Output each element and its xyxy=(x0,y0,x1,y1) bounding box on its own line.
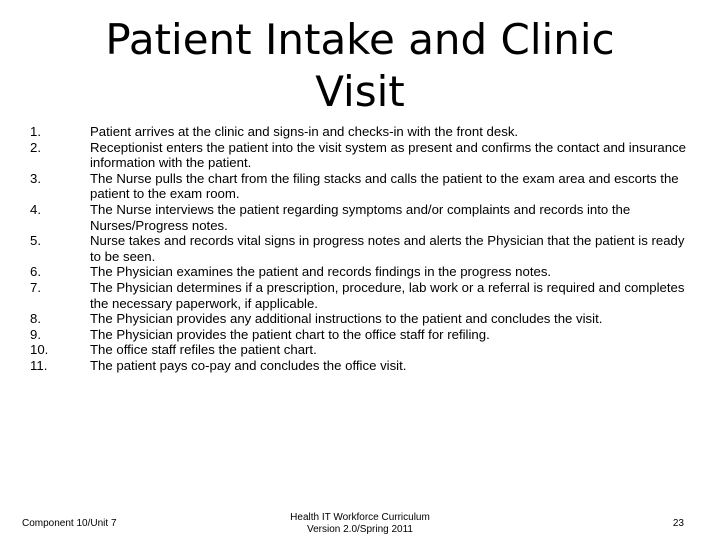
slide-title-line-2: Visit xyxy=(315,67,405,116)
footer-curriculum-line-1: Health IT Workforce Curriculum xyxy=(290,512,430,523)
list-item xyxy=(22,264,690,280)
steps-list xyxy=(22,124,690,374)
list-item xyxy=(22,327,690,343)
step-text: The Physician provides the patient chart to the office staff for refiling. xyxy=(90,326,490,342)
footer-curriculum-line-2: Version 2.0/Spring 2011 xyxy=(306,524,413,535)
list-item xyxy=(22,280,690,311)
step-number: 10. xyxy=(30,342,49,358)
step-text: Nurse takes and records vital signs in progress notes and alerts the Physician that the patient is ready to be seen. xyxy=(90,233,685,264)
step-text: Patient arrives at the clinic and signs-in and checks-in with the front desk. xyxy=(90,124,519,139)
step-text: The office staff refiles the patient chart. xyxy=(90,342,317,358)
step-number: 5. xyxy=(30,233,41,249)
footer-curriculum xyxy=(240,512,480,536)
step-number: 2. xyxy=(30,139,41,155)
list-item xyxy=(22,233,690,264)
step-text: Receptionist enters the patient into the visit system as present and confirms the contact and insurance information with the patient. xyxy=(90,139,686,171)
step-text: The Physician determines if a prescription, procedure, lab work or a referral is required and completes the necessary paperwork, if applicable. xyxy=(90,279,685,311)
step-text: The patient pays co-pay and concludes the office visit. xyxy=(90,357,407,373)
step-number: 8. xyxy=(30,311,41,327)
step-number: 4. xyxy=(30,201,41,217)
list-item xyxy=(22,171,690,202)
step-number: 6. xyxy=(30,264,41,280)
list-item xyxy=(22,202,690,233)
list-item xyxy=(22,311,690,327)
step-number: 1. xyxy=(30,124,41,139)
list-item xyxy=(22,140,690,171)
step-text: The Nurse pulls the chart from the filing stacks and calls the patient to the exam area and escorts the patient to the exam room. xyxy=(90,170,679,202)
list-item xyxy=(22,358,690,374)
list-item xyxy=(22,124,690,140)
step-text: The Physician examines the patient and records findings in the progress notes. xyxy=(90,264,552,280)
list-item xyxy=(22,342,690,358)
slide-title-line-1: Patient Intake and Clinic xyxy=(105,15,615,64)
step-number: 7. xyxy=(30,279,41,295)
page-number: 23 xyxy=(672,518,684,529)
step-text: The Nurse interviews the patient regarding symptoms and/or complaints and records into the Nurses/Progress notes. xyxy=(90,201,631,233)
step-number: 3. xyxy=(30,170,41,186)
slide-title xyxy=(60,14,660,118)
step-number: 9. xyxy=(30,326,41,342)
step-number: 11. xyxy=(30,357,48,373)
footer-component: Component 10/Unit 7 xyxy=(22,518,117,529)
step-text: The Physician provides any additional instructions to the patient and concludes the visit. xyxy=(90,311,603,327)
